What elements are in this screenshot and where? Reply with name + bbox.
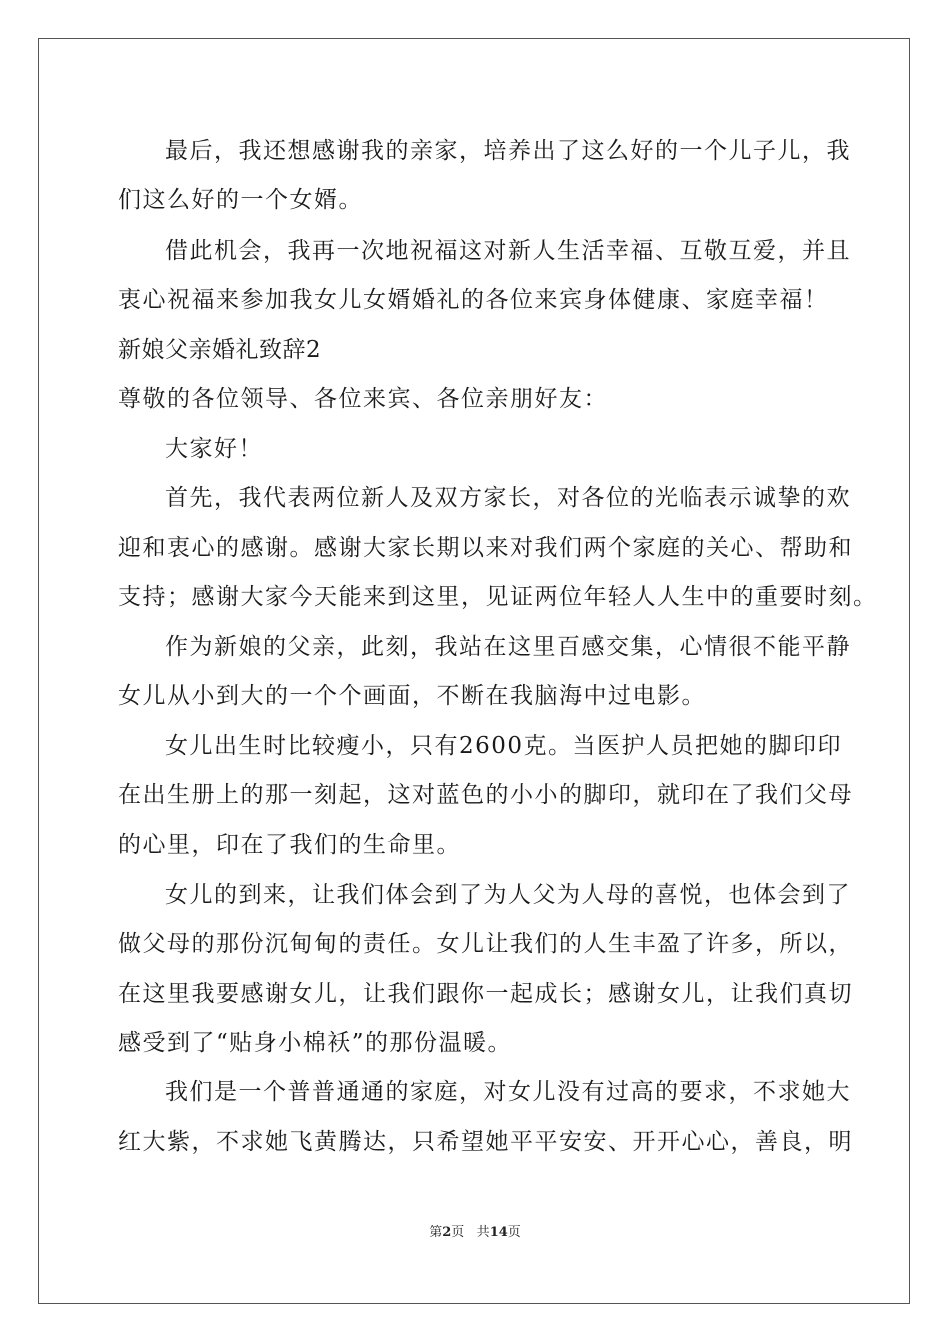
paragraph-line: 女儿的到来，让我们体会到了为人父为人母的喜悦，也体会到了	[165, 882, 851, 908]
paragraph-line: 衷心祝福来参加我女儿女婿婚礼的各位来宾身体健康、家庭幸福！	[118, 287, 829, 313]
page-border	[38, 38, 910, 1304]
salutation: 尊敬的各位领导、各位来宾、各位亲朋好友：	[118, 386, 608, 412]
paragraph-line: 女儿出生时比较瘦小，只有2600克。当医护人员把她的脚印印	[165, 733, 843, 759]
paragraph-line: 做父母的那份沉甸甸的责任。女儿让我们的人生丰盈了许多，所以，	[118, 931, 853, 957]
total-label-suffix: 页	[507, 1225, 521, 1240]
paragraph-line: 我们是一个普普通通的家庭，对女儿没有过高的要求，不求她大	[165, 1079, 851, 1105]
paragraph-line: 们这么好的一个女婿。	[118, 187, 363, 213]
section-heading: 新娘父亲婚礼致辞2	[118, 337, 322, 363]
page-label-prefix: 第	[429, 1225, 443, 1240]
paragraph-line: 红大紫，不求她飞黄腾达，只希望她平平安安、开开心心，善良，明	[118, 1129, 853, 1155]
paragraph-line: 女儿从小到大的一个个画面，不断在我脑海中过电影。	[118, 683, 706, 709]
paragraph-line: 作为新娘的父亲，此刻，我站在这里百感交集，心情很不能平静	[165, 634, 851, 660]
paragraph-line: 最后，我还想感谢我的亲家，培养出了这么好的一个儿子儿，我	[165, 138, 851, 164]
paragraph-line: 在出生册上的那一刻起，这对蓝色的小小的脚印，就印在了我们父母	[118, 782, 853, 808]
paragraph-line: 首先，我代表两位新人及双方家长，对各位的光临表示诚挚的欢	[165, 485, 851, 511]
paragraph-line: 感受到了“贴身小棉袄”的那份温暖。	[118, 1030, 513, 1056]
total-label-prefix: 共	[476, 1225, 490, 1240]
page-current: 2	[442, 1225, 452, 1240]
paragraph-line: 借此机会，我再一次地祝福这对新人生活幸福、互敬互爱，并且	[165, 238, 851, 264]
page-footer	[0, 1221, 950, 1240]
page-label-suffix: 页	[451, 1225, 465, 1240]
greeting: 大家好！	[165, 436, 263, 462]
paragraph-line: 的心里，印在了我们的生命里。	[118, 832, 461, 858]
paragraph-line: 支持；感谢大家今天能来到这里，见证两位年轻人人生中的重要时刻。	[118, 584, 878, 610]
page-total: 14	[489, 1225, 508, 1240]
paragraph-line: 迎和衷心的感谢。感谢大家长期以来对我们两个家庭的关心、帮助和	[118, 535, 853, 561]
paragraph-line: 在这里我要感谢女儿，让我们跟你一起成长；感谢女儿，让我们真切	[118, 981, 853, 1007]
